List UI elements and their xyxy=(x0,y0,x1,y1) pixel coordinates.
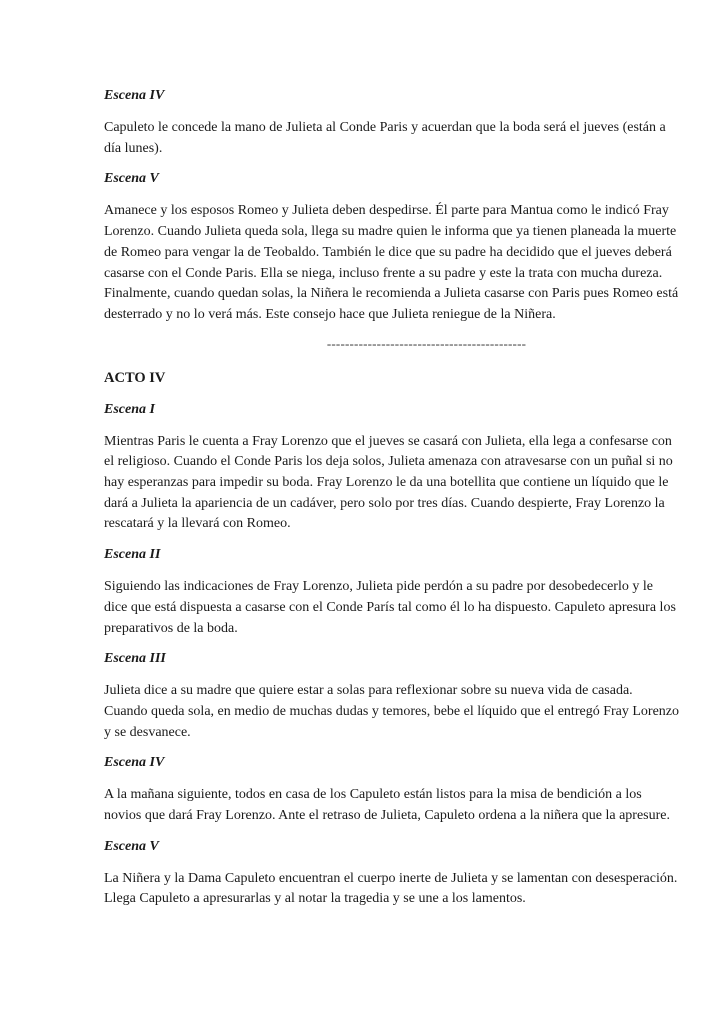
scene-heading: Escena V xyxy=(104,171,159,187)
scene-heading: Escena I xyxy=(104,401,155,417)
scene-paragraph: Amanece y los esposos Romeo y Julieta deben despedirse. Él parte para Mantua como le indicó Fray Lorenzo. Cuando Julieta queda sola, llega su madre quien le informa que ya tienen planeada la muerte de Romeo para vengar la de Teobaldo. También le dice que su padre ha decidido que el jueves deberá casarse con el Conde Paris. Ella se niega, incluso frente a su padre y este la trata con mucha dureza. Finalmente, cuando quedan solas, la Niñera le recomienda a Julieta casarse con Paris pues Romeo está desterrado y no lo verá más. Este consejo hace que Julieta reniegue de la Niñera. xyxy=(104,203,679,322)
scene-paragraph: Capuleto le concede la mano de Julieta al Conde Paris y acuerdan que la boda será el jueves (están a día lunes). xyxy=(104,120,666,156)
scene-paragraph: A la mañana siguiente, todos en casa de los Capuleto están listos para la misa de bendición a los novios que dará Fray Lorenzo. Ante el retraso de Julieta, Capuleto ordena a la niñera que la apresure. xyxy=(104,787,671,824)
scene-heading: Escena IV xyxy=(104,755,165,771)
scene-heading: Escena II xyxy=(104,547,161,563)
scene-paragraph: Mientras Paris le cuenta a Fray Lorenzo que el jueves se casará con Julieta, ella lega a confesarse con el religioso. Cuando el Conde Paris los deja solos, Julieta amenaza con atravesarse con un puñal si no hay esperanzas para impedir su boda. Fray Lorenzo le da una botellita que contiene un líquido que le dará a Julieta la apariencia de un cadáver, pero solo por tres días. Cuando despierte, Fray Lorenzo la rescatará y la llevará con Romeo. xyxy=(104,433,673,532)
scene-heading: Escena III xyxy=(104,651,166,667)
act-heading: ACTO IV xyxy=(104,369,166,386)
scene-heading: Escena IV xyxy=(104,88,165,103)
scene-heading: Escena V xyxy=(104,838,159,854)
document-page xyxy=(104,86,679,920)
section-divider: -------------------------------------------- xyxy=(326,335,527,351)
scene-paragraph: La Niñera y la Dama Capuleto encuentran el cuerpo inerte de Julieta y se lamentan con desesperación. Llega Capuleto a apresurarlas y al notar la tragedia y se une a los lamentos. xyxy=(104,870,678,907)
scene-paragraph: Julieta dice a su madre que quiere estar a solas para reflexionar sobre su nueva vida de casada. Cuando queda sola, en medio de muchas dudas y temores, bebe el líquido que el entregó Fray Lorenzo y se desvanece. xyxy=(104,683,679,740)
scene-paragraph: Siguiendo las indicaciones de Fray Lorenzo, Julieta pide perdón a su padre por desobedecerlo y le dice que está dispuesta a casarse con el Conde París tal como él lo ha dispuesto. Capuleto apresura los preparativos de la boda. xyxy=(104,579,676,636)
